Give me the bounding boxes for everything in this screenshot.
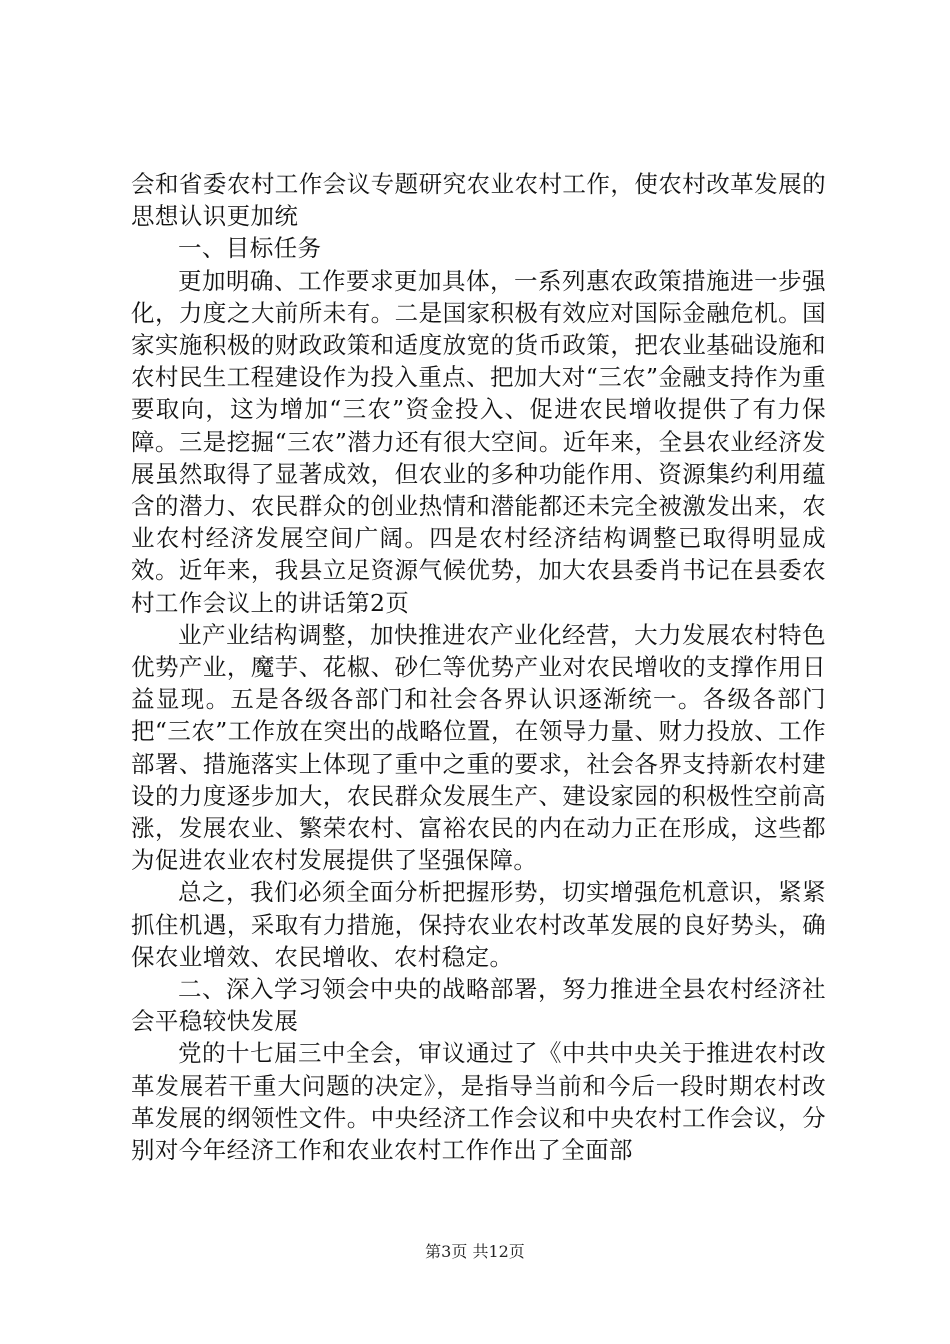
paragraph-2-heading: 一、目标任务 [178, 234, 322, 263]
paragraph-3: 更加明确、工作要求更加具体，一系列惠农政策措施进一步强化，力度之大前所未有。二是国家积极有效应对国际金融危机。国家实施积极的财政政策和适度放宽的货币政策，把农业基础设施和农村民生工程建设作为投入重点、把加大对“三农”金融支持作为重要取向，这为增加“三农”资金投入、促进农民增收提供了有力保障。三是挖掘“三农”潜力还有很大空间。近年来，全县农业经济发展虽然取得了显著成效，但农业的多种功能作用、资源集约利用蕴含的潜力、农民群众的创业热情和潜能都还未完全被激发出来，农业农村经济发展空间广阔。四是农村经济结构调整已取得明显成效。近年来，我县立足资源气候优势，加大农县委肖书记在县委农村工作会议上的讲话第2页 [131, 266, 826, 617]
paragraph-1: 会和省委农村工作会议专题研究农业农村工作，使农村改革发展的思想认识更加统 [131, 170, 826, 231]
page-footer: 第3页 共12页 [425, 1242, 525, 1261]
paragraph-5: 总之，我们必须全面分析把握形势，切实增强危机意识，紧紧抓住机遇，采取有力措施，保持农业农村改革发展的良好势头，确保农业增效、农民增收、农村稳定。 [131, 878, 826, 971]
paragraph-7: 党的十七届三中全会，审议通过了《中共中央关于推进农村改革发展若干重大问题的决定》，是指导当前和今后一段时期农村改革发展的纲领性文件。中央经济工作会议和中央农村工作会议，分别对今年经济工作和农业农村工作作出了全面部 [131, 1039, 826, 1165]
body-text [131, 168, 826, 1166]
paragraph-6-heading: 二、深入学习领会中央的战略部署，努力推进全县农村经济社会平稳较快发展 [131, 975, 826, 1036]
paragraph-4: 业产业结构调整，加快推进农产业化经营，大力发展农村特色优势产业，魔芋、花椒、砂仁等优势产业对农民增收的支撑作用日益显现。五是各级各部门和社会各界认识逐渐统一。各级各部门把“三农”工作放在突出的战略位置，在领导力量、财力投放、工作部署、措施落实上体现了重中之重的要求，社会各界支持新农村建设的力度逐步加大，农民群众发展生产、建设家园的积极性空前高涨，发展农业、繁荣农村、富裕农民的内在动力正在形成，这些都为促进农业农村发展提供了坚强保障。 [131, 620, 826, 875]
